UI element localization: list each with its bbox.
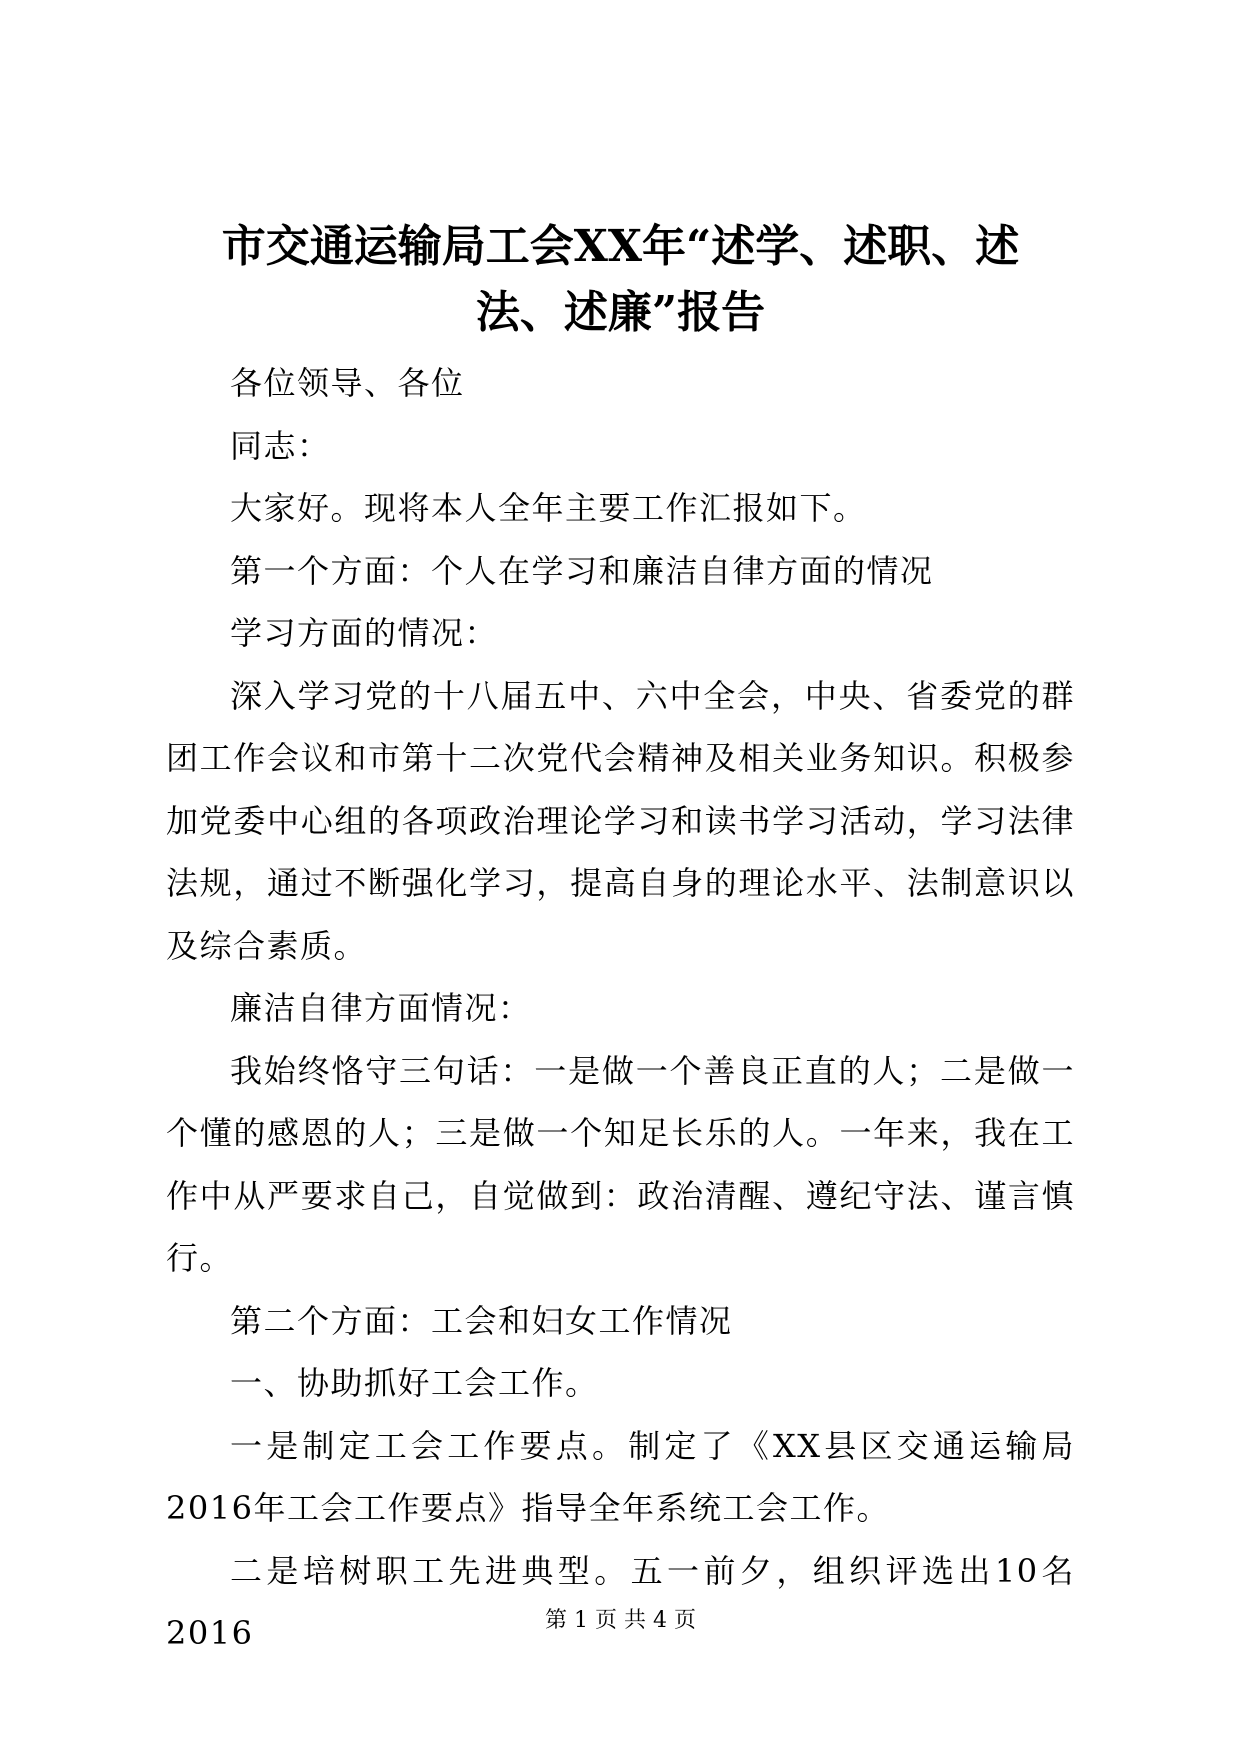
paragraph-study-content: 深入学习党的十八届五中、六中全会，中央、省委党的群团工作会议和市第十二次党代会精神及相关业务知识。积极参加党委中心组的各项政治理论学习和读书学习活动，学习法律法规，通过不断强化学习，提高自身的理论水平、法制意识以及综合素质。 bbox=[166, 676, 1075, 965]
paragraph-salutation-1: 各位领导、各位 bbox=[230, 364, 465, 402]
document-body bbox=[166, 352, 1075, 1665]
page-footer: 第 1 页 共 4 页 bbox=[545, 1608, 696, 1633]
paragraph-study-heading: 学习方面的情况： bbox=[230, 614, 499, 652]
paragraph-section-1-heading: 第一个方面：个人在学习和廉洁自律方面的情况 bbox=[230, 551, 934, 590]
paragraph-integrity-content: 我始终恪守三句话：一是做一个善良正直的人；二是做一个懂的感恩的人；三是做一个知足长乐的人。一年来，我在工作中从严要求自己，自觉做到：政治清醒、遵纪守法、谨言慎行。 bbox=[166, 1051, 1075, 1277]
title-line-2: 法、述廉”报告 bbox=[475, 287, 766, 338]
paragraph-salutation-2: 同志： bbox=[230, 426, 331, 465]
title-line-1: 市交通运输局工会XX年“述学、述职、述 bbox=[221, 221, 1020, 272]
paragraph-union-work-point-1: 一是制定工会工作要点。制定了《XX县区交通运输局2016年工会工作要点》指导全年系统工会工作。 bbox=[166, 1426, 1075, 1527]
paragraph-greeting: 大家好。现将本人全年主要工作汇报如下。 bbox=[230, 489, 867, 527]
paragraph-integrity-heading: 廉洁自律方面情况： bbox=[230, 989, 532, 1027]
paragraph-section-2-heading: 第二个方面：工会和妇女工作情况 bbox=[230, 1301, 733, 1340]
paragraph-union-work-heading: 一、协助抓好工会工作。 bbox=[230, 1364, 599, 1402]
paragraph-union-work-point-2: 二是培树职工先进典型。五一前夕，组织评选出10名2016 bbox=[166, 1551, 1075, 1652]
document-title bbox=[166, 214, 1075, 346]
